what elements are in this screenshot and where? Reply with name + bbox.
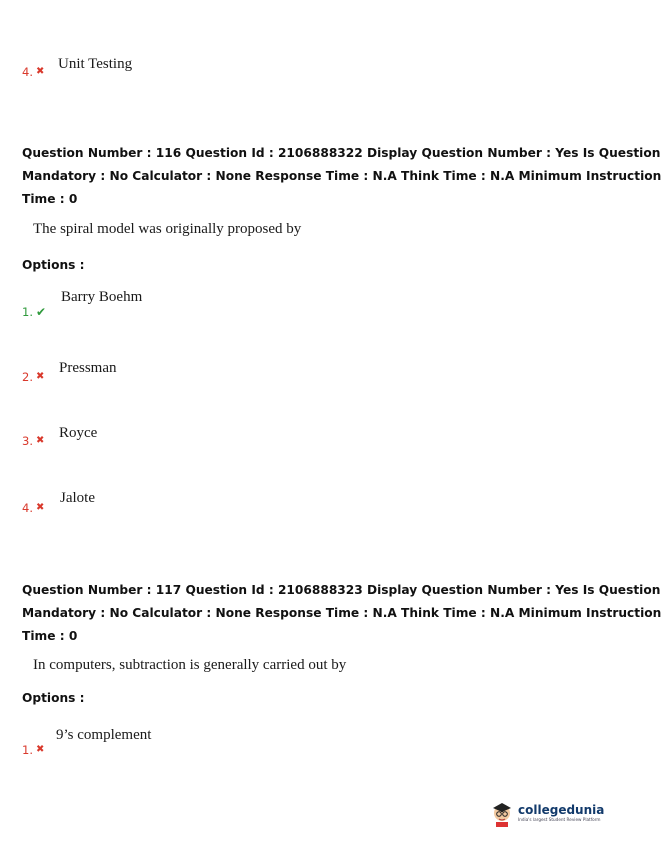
cross-icon: ✖ <box>35 435 45 446</box>
logo-tagline: India's largest Student Review Platform <box>518 817 601 822</box>
option-text: Barry Boehm <box>61 289 143 305</box>
option-text: Unit Testing <box>58 56 133 72</box>
question-meta-117: Question Number : 117 Question Id : 2106888323 Display Question Number : Yes Is Question Mandatory : No Calculator : None Response Time : N.A Think Time : N.A Minimum Instruction Time : 0 <box>22 583 661 643</box>
question-text-116: The spiral model was originally proposed by <box>33 221 302 237</box>
options-label-117: Options : <box>22 691 85 705</box>
logo-name: collegedunia <box>518 803 605 817</box>
option-number: 4. ✖ <box>22 501 45 515</box>
question-meta-116: Question Number : 116 Question Id : 2106888322 Display Question Number : Yes Is Question Mandatory : No Calculator : None Response Time : N.A Think Time : N.A Minimum Instruction Time : 0 <box>22 146 661 206</box>
cross-icon: ✖ <box>35 66 45 77</box>
option-text: 9’s complement <box>56 727 152 743</box>
option-text: Royce <box>59 425 98 441</box>
option-number: 1. ✖ <box>22 743 45 757</box>
mascot-icon <box>490 799 514 827</box>
cross-icon: ✖ <box>35 502 45 513</box>
option-number: 1. ✔ <box>22 305 47 319</box>
question-text-117: In computers, subtraction is generally carried out by <box>33 657 347 673</box>
option-number: 4. ✖ <box>22 65 45 79</box>
option-number: 3. ✖ <box>22 434 45 448</box>
cross-icon: ✖ <box>35 371 45 382</box>
option-text: Jalote <box>60 490 95 506</box>
option-number: 2. ✖ <box>22 370 45 384</box>
checkmark-icon: ✔ <box>35 305 47 319</box>
collegedunia-logo <box>490 799 604 827</box>
options-label-116: Options : <box>22 258 85 272</box>
cross-icon: ✖ <box>35 744 45 755</box>
option-text: Pressman <box>59 360 117 376</box>
